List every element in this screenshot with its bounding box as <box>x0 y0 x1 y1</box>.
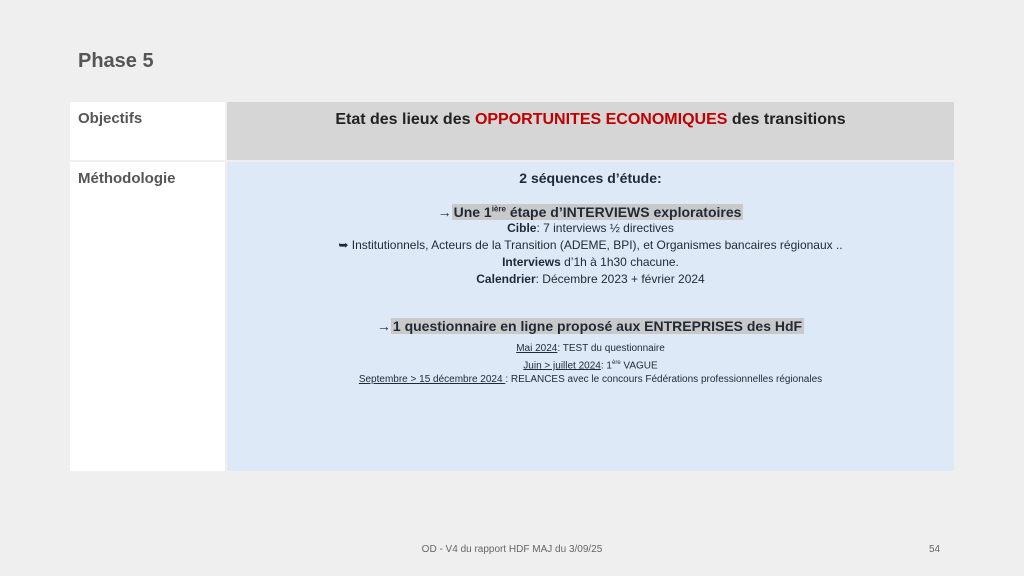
cible-value: : 7 interviews ½ directives <box>536 221 674 235</box>
step2-heading <box>227 318 954 334</box>
page-title: Phase 5 <box>78 50 154 72</box>
step2-item-date: Mai 2024 <box>516 343 558 354</box>
phase-table <box>70 102 954 471</box>
interviews-label: Interviews <box>502 255 561 269</box>
step2-item <box>227 342 954 356</box>
interviews-value: d’1h à 1h30 chacune. <box>560 255 679 269</box>
objectifs-text-pre: Etat des lieux des <box>335 111 475 128</box>
cible-line <box>227 220 954 237</box>
step2-item <box>227 356 954 373</box>
step2-text: 1 questionnaire en ligne proposé aux ENTREPRISES des HdF <box>392 318 803 334</box>
footer-text: OD - V4 du rapport HDF MAJ du 3/09/25 <box>421 544 603 555</box>
objectifs-text-post: des transitions <box>727 111 846 128</box>
step1-sup: ière <box>491 204 506 214</box>
step2-item-date: Septembre > 15 décembre 2024 <box>358 374 506 386</box>
step1-heading <box>227 204 954 220</box>
arrow-right-icon: → <box>437 204 452 220</box>
step1-text-post: étape d’INTERVIEWS exploratoires <box>505 204 742 220</box>
methodologie-label: Méthodologie <box>70 162 225 471</box>
methodologie-content <box>227 162 954 471</box>
step2-item-text: : RELANCES avec le concours Fédérations professionnelles régionales <box>505 374 823 386</box>
step2-item-date: Juin > juillet 2024 <box>523 360 601 372</box>
objectifs-label: Objectifs <box>70 102 225 160</box>
cible-label: Cible <box>507 221 537 235</box>
calendar-label: Calendrier <box>476 272 536 286</box>
step2-item-sup: ère <box>611 360 621 366</box>
objectifs-row <box>70 102 954 160</box>
step2-item-tail: VAGUE <box>620 360 658 372</box>
page-number: 54 <box>929 544 941 555</box>
step2-items <box>227 342 954 387</box>
targets-line: ➥ Institutionnels, Acteurs de la Transition (ADEME, BPI), et Organismes bancaires régionaux .. <box>338 238 843 252</box>
step2-item-text: : 1 <box>600 360 612 372</box>
methodologie-row <box>70 162 954 471</box>
calendar-line <box>227 271 954 288</box>
interviews-line <box>227 254 954 271</box>
objectifs-highlight: OPPORTUNITES ECONOMIQUES <box>474 111 728 128</box>
step2-item <box>227 373 954 387</box>
sequences-heading: 2 séquences d’étude: <box>519 170 662 186</box>
step2-item-text: : TEST du questionnaire <box>557 343 665 354</box>
arrow-right-icon: → <box>376 318 391 334</box>
calendar-value: : Décembre 2023 + février 2024 <box>535 272 705 286</box>
objectifs-content <box>227 102 954 160</box>
step1-text-pre: Une 1 <box>453 204 492 220</box>
